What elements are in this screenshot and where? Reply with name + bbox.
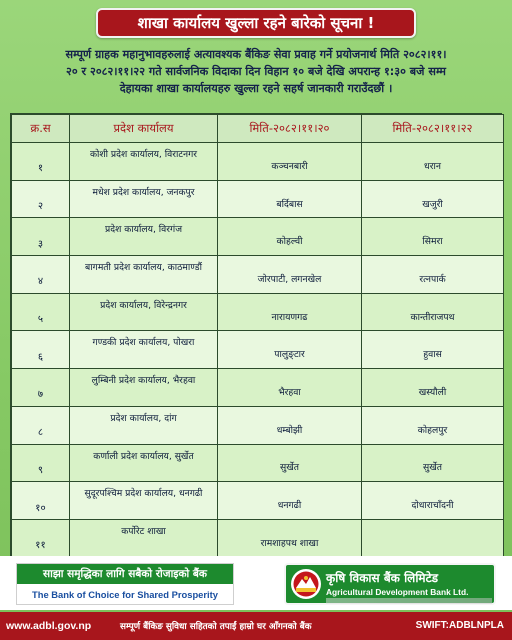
bank-logo xyxy=(284,563,496,605)
table-row xyxy=(12,444,504,482)
table-row xyxy=(12,256,504,294)
cell-serial: १० xyxy=(12,482,70,520)
cell-serial: ६ xyxy=(12,331,70,369)
cell-serial: २ xyxy=(12,180,70,218)
table-row xyxy=(12,218,504,256)
cell-date-20: भैरहवा xyxy=(218,369,362,407)
cell-date-22: दोधाराचाँदनी xyxy=(362,482,504,520)
branch-table xyxy=(11,114,504,558)
cell-office: लुम्बिनी प्रदेश कार्यालय, भैरहवा xyxy=(70,369,218,407)
cell-serial: ५ xyxy=(12,293,70,331)
cell-office: प्रदेश कार्यालय, दांग xyxy=(70,406,218,444)
cell-office: कर्पोरेट शाखा xyxy=(70,519,218,557)
table-row xyxy=(12,406,504,444)
cell-office: प्रदेश कार्यालय, विरेन्द्रनगर xyxy=(70,293,218,331)
cell-date-20: धम्बोझी xyxy=(218,406,362,444)
cell-date-20: जोरपाटी, लगनखेल xyxy=(218,256,362,294)
cell-date-20: कञ्चनबारी xyxy=(218,143,362,181)
cell-date-22 xyxy=(362,519,504,557)
cell-office: सुदूरपश्चिम प्रदेश कार्यालय, धनगढी xyxy=(70,482,218,520)
cell-office: कर्णाली प्रदेश कार्यालय, सुर्खेत xyxy=(70,444,218,482)
cell-date-20: पालुङ्टार xyxy=(218,331,362,369)
notice-title: शाखा कार्यालय खुल्ला रहने बारेको सूचना ! xyxy=(96,8,416,38)
cell-date-22: सिमरा xyxy=(362,218,504,256)
cell-date-20: धनगढी xyxy=(218,482,362,520)
table-row xyxy=(12,293,504,331)
cell-date-22: कान्तीराजपथ xyxy=(362,293,504,331)
header-office: प्रदेश कार्यालय xyxy=(70,115,218,143)
notice-line-1: सम्पूर्ण ग्राहक महानुभावहरुलाई अत्यावश्यक बैंकिङ सेवा प्रवाह गर्ने प्रयोजनार्थ मिति २०८२।११। xyxy=(65,48,447,61)
cell-office: बागमती प्रदेश कार्यालय, काठमाण्डौं xyxy=(70,256,218,294)
notice-line-3: देहायका शाखा कार्यालयहरु खुल्ला रहने सहर्ष जानकारी गराउँदछौं । xyxy=(119,82,393,95)
cell-serial: ४ xyxy=(12,256,70,294)
cell-serial: ३ xyxy=(12,218,70,256)
slogan-nepali: साझा समृद्धिका लागि सबैको रोजाइको बैंक xyxy=(17,564,233,584)
cell-date-22: धरान xyxy=(362,143,504,181)
table-row xyxy=(12,519,504,557)
cell-office: गण्डकी प्रदेश कार्यालय, पोखरा xyxy=(70,331,218,369)
table-row xyxy=(12,482,504,520)
cell-date-20: कोहल्वी xyxy=(218,218,362,256)
cell-office: कोशी प्रदेश कार्यालय, विराटनगर xyxy=(70,143,218,181)
cell-date-22: खस्यौली xyxy=(362,369,504,407)
cell-serial: ८ xyxy=(12,406,70,444)
cell-date-20: रामशाहपथ शाखा xyxy=(218,519,362,557)
table-row xyxy=(12,331,504,369)
adbl-emblem-icon xyxy=(290,568,322,600)
notice-line-2: २० र २०८२।११।२२ गते सार्वजनिक विदाका दिन विहान १० बजे देखि अपरान्ह १:३० बजे सम्म xyxy=(66,65,446,78)
table-header-row xyxy=(12,115,504,143)
cell-office: प्रदेश कार्यालय, विरगंज xyxy=(70,218,218,256)
cell-serial: १ xyxy=(12,143,70,181)
cell-serial: ७ xyxy=(12,369,70,407)
swift-code: SWIFT:ADBLNPLA xyxy=(415,620,504,631)
cell-date-20: बर्दिबास xyxy=(218,180,362,218)
header-date-22: मिति-२०८२।११।२२ xyxy=(362,115,504,143)
logo-tagline-strip xyxy=(326,598,492,604)
table-row xyxy=(12,180,504,218)
cell-date-20: नारायणगढ xyxy=(218,293,362,331)
website-link[interactable]: www.adbl.gov.np xyxy=(6,620,92,632)
cell-date-22: खजुरी xyxy=(362,180,504,218)
branch-table-container xyxy=(10,113,502,556)
cell-serial: ९ xyxy=(12,444,70,482)
header-date-20: मिति-२०८२।११।२० xyxy=(218,115,362,143)
bottom-tagline: सम्पूर्ण बैंकिङ सुविधा सहितको तपाईं हाम्रो घर आँगनको बैंक xyxy=(120,622,312,632)
cell-date-22: रत्नपार्क xyxy=(362,256,504,294)
cell-date-20: सुर्खेत xyxy=(218,444,362,482)
cell-date-22: सुर्खेत xyxy=(362,444,504,482)
notice-text xyxy=(12,46,500,97)
bank-name-english: Agricultural Development Bank Ltd. xyxy=(326,587,469,597)
bottom-bar xyxy=(0,612,512,640)
header-serial: क्र.स xyxy=(12,115,70,143)
slogan-box xyxy=(16,563,234,605)
cell-date-22: हुवास xyxy=(362,331,504,369)
table-row xyxy=(12,369,504,407)
cell-date-22: कोहलपुर xyxy=(362,406,504,444)
cell-office: मधेश प्रदेश कार्यालय, जनकपुर xyxy=(70,180,218,218)
cell-serial: ११ xyxy=(12,519,70,557)
table-row xyxy=(12,143,504,181)
bank-name-nepali: कृषि विकास बैंक लिमिटेड xyxy=(326,570,439,585)
slogan-english: The Bank of Choice for Shared Prosperity xyxy=(32,589,218,600)
